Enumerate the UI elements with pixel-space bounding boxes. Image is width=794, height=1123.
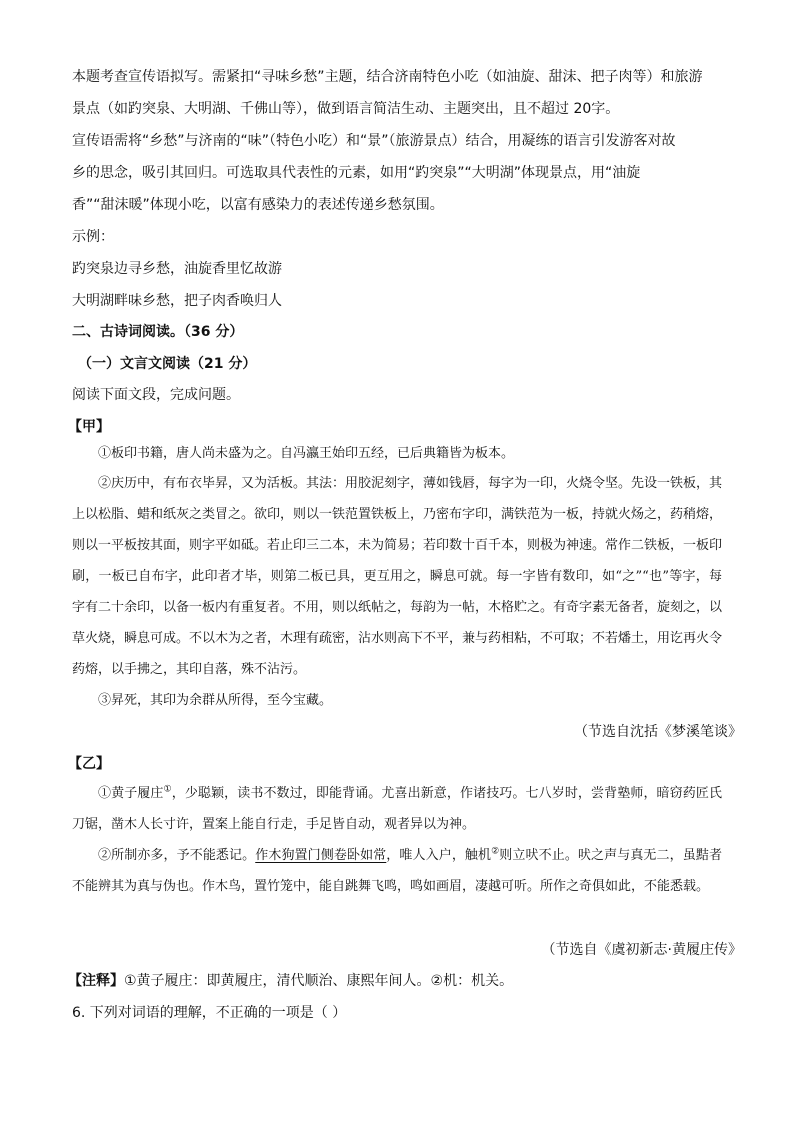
passage-yi-p2-end: 则立吠不止。吠之声与真无二，虽黠者不能辨其为真与伪也。作木鸟，置竹笼中，能自跳舞飞鸣，鸣如画眉，凄越可听。所作之奇俱如此，不能悉载。	[72, 848, 722, 894]
question-6: 6. 下列对词语的理解，不正确的一项是（ ）	[72, 1005, 347, 1021]
answer-line-1: 本题考查宣传语拟写。需紧扣“寻味乡愁”主题，结合济南特色小吃（如油旋、甜沫、把子肉等）和旅游	[72, 69, 703, 85]
passage-yi-paragraph-2	[72, 840, 722, 902]
answer-line-4: 乡的思念，吸引其回归。可选取具代表性的元素，如用“趵突泉”“大明湖”体现景点，用“油旋	[72, 165, 641, 181]
example-label: 示例：	[72, 229, 114, 245]
passage-yi-source: （节选自《虞初新志·黄履庄传》	[541, 942, 742, 958]
sub-section-title: （一）文言文阅读（21 分）	[78, 356, 257, 372]
passage-yi-p1-middle: ，少聪颖，读书不数过，即能背诵。尤喜出新意，作诸技巧。七八岁时，尝背塾师，暗窃	[171, 786, 683, 801]
passage-yi-p2-start: ②所制亦多，予不能悉记。	[98, 848, 256, 863]
passage-jia-paragraph-3: ③昇死，其印为余群从所得，至今宝藏。	[98, 693, 333, 708]
passage-yi-p1-start: ①黄子履庄	[98, 786, 164, 801]
answer-line-2: 景点（如趵突泉、大明湖、千佛山等），做到语言简洁生动、主题突出，且不超过 20字。	[72, 101, 620, 117]
passage-jia-paragraph-1: ①板印书籍，唐人尚未盛为之。自冯瀛王始印五经，已后典籍皆为板本。	[98, 446, 515, 461]
example-line-2: 大明湖畔味乡愁，把子肉香唤归人	[72, 293, 282, 309]
passage-yi-p1-end: 药匠氏刀锯，凿木人长寸许，置案上能自行走，手足皆自动，观者异以为神。	[72, 786, 722, 832]
section-title: 二、古诗词阅读。（36 分）	[72, 324, 244, 340]
passage-yi-label: 【乙】	[68, 756, 110, 772]
annotation-label: 【注释】	[68, 973, 124, 989]
footnote-ref-2: ②	[491, 846, 500, 857]
passage-jia-paragraph-2: ②庆历中，有布衣毕昇，又为活板。其法：用胶泥刻字，薄如钱唇，每字为一印，火烧令坚。先设一铁板，其上以松脂、蜡和纸灰之类冒之。欲印，则以一铁范置铁板上，乃密布字印，满铁范为一板，持就火炀之，药稍熔，则以一平板按其面，则字平如砥。若止印三二本，未为简易；若印数十百千本，则极为神速。常作二铁板，一板印刷，一板已自布字，此印者才毕，则第二板已具，更互用之，瞬息可就。每一字皆有数印，如“之”“也”等字，每字有二十余印，以备一板内有重复者。不用，则以纸帖之，每韵为一帖，木格贮之。有奇字素无备者，旋刻之，以草火烧，瞬息可成。不以木为之者，木理有疏密，沾水则高下不平，兼与药相粘，不可取；不若燔土，用讫再火令药熔，以手拂之，其印自落，殊不沾污。	[72, 476, 723, 677]
passage-yi-p2-middle: ，唯人入户，触机	[386, 848, 492, 863]
passage-yi-paragraph-1	[72, 778, 722, 840]
footnote-ref-1: ①	[163, 784, 172, 795]
answer-line-3: 宣传语需将“乡愁”与济南的“味”（特色小吃）和“景”（旅游景点）结合，用凝练的语言引发游客对故	[72, 133, 676, 149]
passage-jia-source: （节选自沈括《梦溪笔谈》	[574, 724, 742, 740]
reading-instruction: 阅读下面文段，完成问题。	[72, 387, 240, 403]
underlined-sentence: 作木狗置门侧卷卧如常	[255, 848, 387, 863]
annotation	[68, 972, 722, 990]
answer-line-5: 香”“甜沫暖”体现小吃，以富有感染力的表述传递乡愁氛围。	[72, 197, 444, 213]
passage-jia-label: 【甲】	[68, 419, 110, 435]
annotation-text: ①黄子履庄：即黄履庄，清代顺治、康熙年间人。②机：机关。	[124, 973, 514, 989]
example-line-1: 趵突泉边寻乡愁，油旋香里忆故游	[72, 261, 282, 277]
